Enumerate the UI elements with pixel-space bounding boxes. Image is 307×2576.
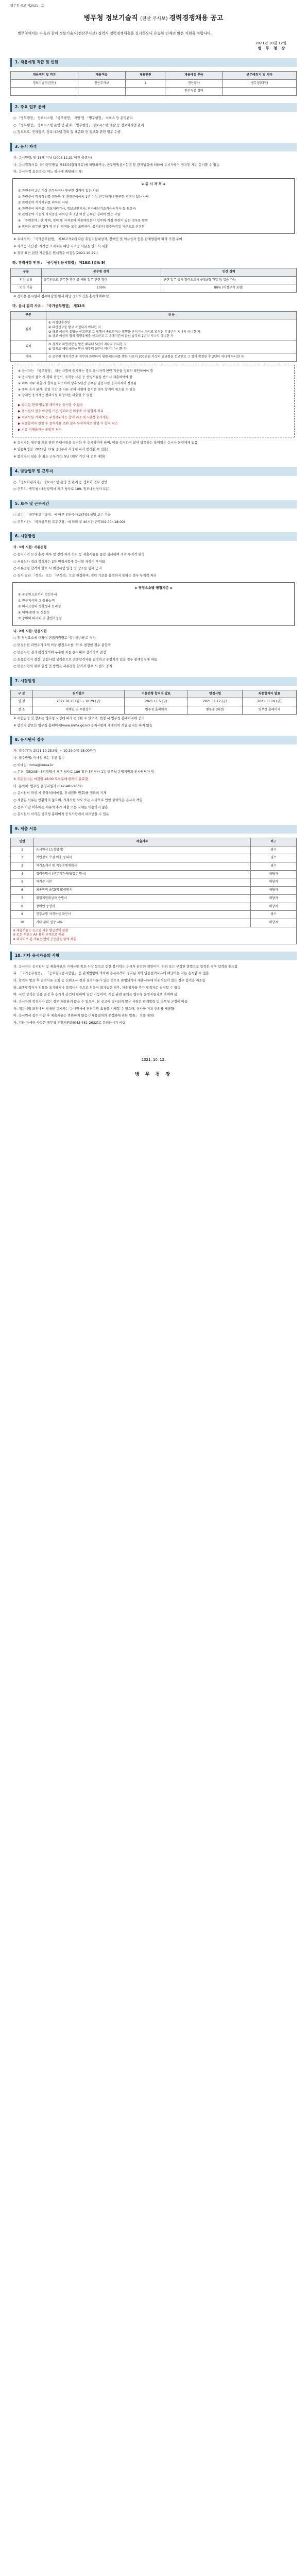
application-line: ○ 응시원서 서식은 병무청 홈페이지 공지사항에서 내려받을 수 있음	[13, 812, 109, 817]
notice-line: ※ 허위 서류 제출 시 합격을 취소하며 향후 5년간 공무원 임용시험 응시자격이 정지됨	[18, 381, 137, 385]
table-note-cell	[11, 927, 297, 944]
box-line: ※ 경력은 공무원 경력 및 민간 경력을 모두 포함하며, 응시원서 접수마감일 기준으로 산정함	[18, 225, 145, 229]
table-header: 채용예정 분야	[165, 71, 223, 79]
page	[0, 0, 307, 1099]
table-cell: 2021.11.12.(금)	[188, 698, 242, 706]
table-row	[11, 887, 297, 895]
exam-line: 나. 2차 시험: 면접시험	[13, 629, 47, 633]
table-header: 채용인원	[125, 71, 165, 79]
table-cell: 전산직렬 경력	[165, 88, 223, 96]
section-heading: 7. 시험일정	[10, 677, 297, 686]
table-cell: 공무원으로 근무한 경력 중 해당 업무 관련 경력	[41, 276, 161, 284]
box-line: ※ 「관련분야」란 학력, 경력 및 자격증이 채용예정분야 업무와 직접 관련이 있는 경우를 말함	[18, 218, 148, 223]
page-title	[10, 14, 297, 24]
section-heading: 4. 담당업무 및 근무지	[10, 467, 297, 476]
exam-line: ○ 면접시험의 세부 일정 및 방법은 서류전형 합격자 발표 시 별도 공지	[13, 665, 112, 669]
table-header: 면접시험	[188, 690, 242, 698]
table-row	[11, 88, 297, 96]
section-heading: 10. 기타 응시자유의 사항	[10, 952, 297, 960]
confirm-line: ※ 합격자의 임용 후 최소 근무기간: 5년 (해당 기간 내 전보 제한)	[13, 454, 106, 459]
table-row	[11, 878, 297, 887]
table-header: 원서접수	[32, 690, 124, 698]
table-cell: 취업지원대상자 증명서	[34, 894, 251, 903]
eligibility-note: ※ 우대자격: 「국가공무원법」 제36조의2에 따른 취업지원대상자, 장애인 및 의사상자 등은 관계법령에 따라 가점 부여	[13, 238, 182, 242]
table-cell: ⑦ 공무원 재직기간 중 직무와 관련하여 횡령·배임죄를 범한 자로서 300만원 이상의 벌금형을 선고받고 그 형이 확정된 후 2년이 지나지 아니한 자	[46, 353, 297, 362]
workplace-line: ○ 근무지: 병무청 (대전광역시 서구 청사로 189, 정부대전청사 1동)	[13, 487, 110, 492]
table-cell	[223, 88, 297, 96]
table-cell	[125, 88, 165, 96]
box-line: ① 관련분야 2년 이상 근무하거나 연구한 경력이 있는 사람	[18, 189, 99, 193]
career-table-title: 라. 경력사항 인정 : 「공무원임용시험령」 제16조 [별표 9]	[12, 261, 106, 265]
box-line: ④ 관련분야 자격증: 정보처리기사, 정보보안기사, 전자계산기조직응용기사 등 보유자	[18, 207, 136, 211]
table-row	[11, 903, 297, 911]
section-heading: 6. 시험방법	[10, 532, 297, 541]
table-cell: 해당자	[251, 870, 297, 878]
table-cell: 8	[11, 903, 34, 911]
table-header: 제출서류	[34, 838, 251, 846]
box-line: ② 관련분야 학사학위를 취득한 후 관련분야에서 1년 이상 근무하거나 연구한 경력이 있는 사람	[18, 195, 149, 199]
schedule-note: ※ 시험일정 및 장소는 병무청 사정에 따라 변경될 수 있으며, 변경 시 병무청 홈페이지에 공지	[13, 716, 145, 720]
table-header: 민간 경력	[161, 268, 297, 277]
table-row	[11, 319, 297, 341]
pay-line: ○ 근무시간: 「국가공무원 복무규정」에 따라 주 40시간 근무(09:00~18:00)	[13, 520, 125, 524]
table-header: 구분	[11, 311, 46, 319]
table-cell: 해당자	[251, 919, 297, 927]
documents-table	[10, 838, 297, 944]
duty-line: ○ 정보보호, 전자정부, 정보시스템 감리 및 표준화 등 정보화 관련 업무 수행	[13, 130, 121, 134]
table-cell: 필수	[251, 854, 297, 862]
exam-line: ○ 위 평정요소에 대하여 면접위원별로 '상','중','하'로 평정	[13, 636, 96, 640]
application-line: ※ 우편접수는 마감일 18:00 도착분에 한하여 유효함	[13, 777, 88, 781]
caution-line: 다. 합격자 발표 후 결격사유 조회 등 신원조사 결과 결격사유가 있는 것으로 판명되거나 제출서류에 허위사실이 있는 경우 합격을 취소함	[13, 978, 206, 982]
box-line: ⑤ 창의력·의지력 및 발전가능성	[18, 617, 62, 621]
table-cell: 일 정	[11, 698, 33, 706]
table-row	[11, 919, 297, 927]
table-cell: 개인정보 수집·이용 동의서	[34, 854, 251, 862]
box-line: ① 공무원으로서의 정신자세	[18, 593, 57, 597]
criteria-box	[12, 582, 295, 626]
table-row	[11, 911, 297, 919]
table-cell: 병무청 홈페이지	[124, 706, 187, 715]
notice-line: ※ 응시자는 「병무행정」 채용 시험에 응시하는 경우 응시자격 판단 기준을 정확히 확인하여야 함	[18, 369, 154, 374]
table-cell: 100%	[41, 284, 161, 293]
table-cell: 전산주사보	[78, 79, 126, 88]
table-cell: 이메일 및 우편접수	[32, 706, 124, 715]
table-row	[11, 341, 297, 353]
table-cell: 장애인 증명서	[34, 903, 251, 911]
notice-date: 2021년 10월 12일	[255, 41, 286, 45]
table-cell: 기타 경력 입증 서류	[34, 919, 251, 927]
exam-line: ○ 서류심사 결과 적격자는 2차 면접시험에 응시할 자격이 부여됨	[13, 560, 105, 564]
recruit-table	[10, 71, 297, 96]
table-cell: 해당자	[251, 894, 297, 903]
schedule-table	[10, 690, 297, 715]
eligibility-line: 다. 응시자격 요건(다음 어느 하나에 해당하는 자)	[13, 170, 83, 174]
warning-line: ▶ 서류 미제출자는 불합격 처리	[18, 428, 62, 432]
table-row	[11, 862, 297, 871]
table-cell: 장 소	[11, 706, 33, 715]
disqualification-table	[10, 311, 297, 362]
intro-text: 병무청에서는 다음과 같이 정보기술직(전산주사보) 경력직 경력경쟁채용을 실시하오니 유능한 인재의 많은 지원을 바랍니다.	[18, 31, 212, 36]
caution-line: 라. 최종합격자가 임용을 포기하거나 결격사유 등으로 임용이 불가능한 경우, 차순위자를 추가 합격자로 결정할 수 있음	[13, 986, 180, 990]
application-line: 가. 접수기간: 2021.10.25.(월) ~ 10.29.(금) 18:00까지	[13, 749, 96, 753]
table-row	[11, 284, 297, 293]
table-cell: 인정 비율	[11, 284, 42, 293]
table-header: 근무예정지 및 기타	[223, 71, 297, 79]
documents-note: ※ 모든 서류는 A4 용지 규격으로 제출	[13, 933, 64, 937]
table-cell: 4	[11, 870, 34, 878]
table-header: 채용직위 및 직류	[11, 71, 78, 79]
application-line: ○ 우편: (35208) 대전광역시 서구 청사로 189 정부대전청사 1동 병무청 운영지원과 인사담당자 앞	[13, 770, 155, 774]
table-cell: 전산분야	[165, 79, 223, 88]
application-line: ○ 응시원서 작성 시 연락처(이메일, 휴대전화 번호)를 정확히 기재	[13, 791, 107, 795]
section-heading: 9. 제출 서류	[10, 825, 297, 834]
table-header: 채용직급	[78, 71, 126, 79]
table-cell: 해당자	[251, 903, 297, 911]
table-cell: 6	[11, 887, 34, 895]
confirm-line: ※ 응시자는 병무청 채용 관련 안내사항을 숙지한 후 응시하여야 하며, 이를 숙지하지 않아 발생하는 불이익은 응시자 본인에게 있음	[13, 440, 198, 445]
caution-line: 사. 채용시험 과정에서 장애인 응시자는 응시원서에 편의지원 요청을 기재할 수 있으며, 심사를 거쳐 편의를 제공함	[13, 1007, 174, 1011]
table-cell: 9	[11, 911, 34, 919]
table-cell: 병무청 홈페이지	[242, 706, 296, 715]
caution-line: 마. 시험 성적은 임용 결정 후 응시자 본인에 한하여 열람 가능하며, 시험 관련 문의는 병무청 운영지원과로 하여야 함	[13, 993, 177, 997]
table-cell: 10	[11, 919, 34, 927]
table-row	[11, 276, 297, 284]
title-mid: (전산 주사보)	[140, 16, 169, 22]
documents-note: ※ 외국어로 된 서류는 번역 공증본을 함께 제출	[13, 937, 76, 941]
application-line: ○ 제출된 서류는 반환하지 않으며, 기재사항 착오 또는 누락으로 인한 불이익은 응시자 책임	[13, 799, 143, 803]
table-cell: 정보기술직(전산)	[11, 79, 78, 88]
workplace-line: ○ 「정보화관리과」 정보시스템 운영 및 관리 등 정보화 업무 전반	[13, 480, 108, 484]
box-line: ⑤ 관련분야 기능사 자격증을 취득한 후 2년 이상 근무한 경력이 있는 사람	[18, 213, 121, 217]
table-cell: 관련 업무 종사 경력으로서 4대보험 가입 등 입증 가능	[161, 276, 297, 284]
table-cell: 필수	[251, 911, 297, 919]
table-cell: 필수	[251, 846, 297, 854]
table-cell: 2021.10.25.(월) ~ 10.29.(금)	[32, 698, 124, 706]
table-cell: 1	[11, 846, 34, 854]
box-caption: ◈ 응 시 자 격 ◈	[141, 181, 166, 186]
exam-line: ○ 응시자격 요건 충족 여부 및 경력·자격·학력 등 제출서류를 종합 심사하여 적격·부적격 판정	[13, 552, 145, 556]
eligibility-line: 나. 응시결격사유: 국가공무원법 제33조(결격사유)에 해당하거나, 공무원임용시험령 등 관계법령에 의하여 응시자격이 정지된 자는 응시할 수 없음	[13, 163, 219, 167]
table-cell: 2021.11.19.(금)	[242, 698, 296, 706]
table-header: 구분	[11, 268, 42, 277]
notice-line: ※ 장애인 응시자는 편의지원 요청서를 제출할 수 있음	[18, 394, 93, 398]
table-cell: 건강보험 자격득실 확인서	[34, 911, 251, 919]
table-cell: 최종학력 졸업(학위)증명서	[34, 887, 251, 895]
table-cell: 병무청(대전)	[223, 79, 297, 88]
eligibility-box	[12, 178, 295, 234]
warning-line: ▶ 최종합격자 결정 후 결격사유 조회 결과 부적격자로 판명 시 합격 취소	[18, 421, 118, 426]
notice-line: ※ 중복 응시 불가: 동일 기간 중 다른 공채 시험에 응시한 경우 합격이 취소될 수 있음	[18, 387, 136, 392]
exam-line: ○ 면접위원 과반수가 2개 이상 평정요소를 '하'로 평정한 경우 불합격	[13, 643, 111, 648]
eligibility-note: ※ 경력 요건 판단 기준일은 원서접수 마감일(2021.10.29.)	[13, 251, 98, 256]
table-row	[11, 698, 297, 706]
confirm-line: ※ 임용예정일: 2021년 12월 중 (부서 사정에 따라 변경될 수 있음)	[13, 448, 109, 452]
table-cell: 해당자	[251, 878, 297, 887]
warning-line: ▶ 허위사실 기재 또는 부정행위자는 합격 취소 및 5년간 응시제한	[18, 416, 109, 420]
table-cell: 자격증 사본	[34, 878, 251, 887]
box-caption: ◈ 평정요소별 평정기준 ◈	[134, 585, 173, 590]
box-line: ③ 관련분야 석사학위를 취득한 사람	[18, 201, 69, 205]
notice-org: 병 무 청 장	[258, 46, 286, 50]
table-header: 공무원 경력	[41, 268, 161, 277]
table-row	[11, 706, 297, 715]
table-cell: ① 피성년후견인 ② 파산선고를 받고 복권되지 아니한 자 ③ 금고 이상의 실형을 선고받고 그 집행이 종료되거나 집행을 받지 아니하기로 확정된 후 5년이 지나지 아니한 자 ④ 금고 이상의 형의 집행유예를 선고받고 그 유예기간이 끝난 날부터 2년이 지나지 아니한 자	[46, 319, 297, 341]
documents-note: ※ 제출서류는 공고일 이후 발급분에 한함	[13, 928, 69, 933]
table-header: 서류전형 합격자 발표	[124, 690, 187, 698]
warning-line: ▶ 응시원서 접수 마감일 기준 경력요건 미충족 시 불합격 처리	[18, 410, 104, 414]
caution-line: 아. 응시원서 접수 마감 후 제출서류는 반환하지 않음 (「채용절차의 공정화에 관한 법률」 적용 제외)	[13, 1014, 155, 1018]
table-cell: 2021.11.5.(금)	[124, 698, 187, 706]
warning-line: ▶ 공고일 현재 병무청 재직자는 응시할 수 없음	[18, 403, 83, 408]
notice-line: ※ 응시원서 접수 시 경력 증명서, 자격증 사본 등 증빙서류를 반드시 제출하여야 함	[18, 375, 133, 379]
table-row	[11, 79, 297, 88]
caution-line: 가. 응시자는 응시원서 및 제출서류의 기재사항 착오·누락 등으로 인한 불이익은 응시자 본인의 책임이며, 허위 또는 부정한 방법으로 합격한 경우 합격을 취소함	[13, 964, 238, 969]
section-heading: 5. 보수 및 근무시간	[10, 500, 297, 509]
application-line: 나. 접수방법: 이메일 또는 우편 접수	[13, 756, 65, 760]
table-row	[11, 870, 297, 878]
duty-line: ○ 「병무행정」 정보시스템 운영 및 관리 「병무행정」 정보시스템 개발 등 정보화사업 관리	[13, 123, 144, 127]
pay-line: ○ 보수: 「공무원보수규정」에 따른 전산주사보(7급) 상당 보수 지급	[13, 513, 111, 517]
table-cell: 해당자	[251, 887, 297, 895]
duty-line: ○ 「병무행정」 정보시스템 「병무행정」 개발 및 「병무행정」 서비스 등 운영관리	[13, 116, 133, 120]
exam-line: ○ 서류전형 합격자 발표 시 면접시험 일정 및 장소를 함께 공지	[13, 567, 102, 571]
table-row	[11, 927, 297, 944]
box-line: ② 전문지식과 그 응용능력	[18, 599, 55, 603]
table-cell	[11, 88, 78, 96]
table-cell: 2	[11, 854, 34, 862]
eligibility-line: 가. 응시연령: 만 18세 이상 (2003.12.31 이전 출생자)	[13, 156, 92, 160]
career-table	[10, 268, 297, 293]
application-line: 다. 문의처: 병무청 운영지원과 (042-481-2632)	[13, 784, 83, 788]
table-header: 구 분	[11, 690, 33, 698]
exam-line: 가. 1차 시험: 서류전형	[13, 546, 47, 550]
table-header: 내 용	[46, 311, 297, 319]
table-row	[11, 854, 297, 862]
exam-line: ○ 면접시험 결과 평정성적이 우수한 자를 순서대로 합격자로 결정	[13, 650, 106, 654]
notice-box	[12, 365, 295, 437]
box-line: ④ 예의·품행 및 성실성	[18, 611, 50, 615]
eligibility-note: ※ 자격증 가산점: 자격증 소지자는 해당 자격증 사본을 반드시 제출	[13, 244, 108, 248]
section-heading: 2. 주요 업무 분야	[10, 103, 297, 112]
table-row	[11, 846, 297, 854]
section-heading: 8. 응시원서 접수	[10, 736, 297, 744]
caution-line: 자. 기타 자세한 사항은 병무청 운영지원과(042-481-2632)로 문의하시기 바람	[13, 1021, 126, 1025]
disqualification-table-title: 마. 응시 결격 사유 : 「국가공무원법」 제33조	[12, 303, 86, 308]
table-cell: 기타	[11, 353, 46, 362]
title-main: 병무청 정보기술직	[83, 14, 138, 22]
table-cell: 7	[11, 894, 34, 903]
notice-number: 병무청 공고 제2021 - 호	[10, 4, 44, 8]
exam-line: ○ 심사 결과 「적격」 또는 「부적격」으로 판정하며, 경력 기준을 충족하지 못하는 경우 부적격 처리	[13, 573, 157, 578]
caution-line: 나. 「국가공무원법」, 「공무원임용시험령」 등 관계법령에 의하여 응시자격이 정지된 자와 임용결격사유에 해당하는 자는 응시할 수 없음	[13, 972, 209, 976]
footer-date: 2021. 10. 12.	[141, 1057, 166, 1062]
table-cell: 자기소개서 및 직무수행계획서	[34, 862, 251, 871]
section-heading: 1. 채용예정 직급 및 인원	[10, 58, 297, 67]
section-heading: 3. 응시 자격	[10, 143, 297, 151]
table-row	[11, 894, 297, 903]
table-row	[11, 353, 297, 362]
table-cell: 퇴직	[11, 341, 46, 353]
caution-line: 바. 응시자의 적격자가 없는 경우 채용하지 않을 수 있으며, 본 공고에 명시되지 않은 사항은 관계법령 및 병무청 규정에 따름	[13, 1000, 188, 1004]
footer-org: 병 무 청 장	[134, 1072, 173, 1077]
table-cell: 1	[125, 79, 165, 88]
career-note: ※ 경력은 응시원서 접수마감일 현재 해당 경력요건을 충족하여야 함	[13, 295, 109, 299]
table-header: 비고	[251, 838, 297, 846]
table-cell: 필수	[251, 862, 297, 871]
table-cell: 80% (비정규직 포함)	[161, 284, 297, 293]
table-cell: 응시원서 (소정양식)	[34, 846, 251, 854]
table-cell: 인정 범위	[11, 276, 42, 284]
table-cell: 3	[11, 862, 34, 871]
box-line: ③ 의사표현의 정확성과 논리성	[18, 605, 61, 609]
table-cell: 5	[11, 878, 34, 887]
application-line: ○ 이메일: mma@korea.kr	[13, 763, 54, 767]
table-cell: 결격	[11, 319, 46, 341]
table-header: 최종합격자 발표	[242, 690, 296, 698]
table-cell: 경력증명서 (근무기간·담당업무 명시)	[34, 870, 251, 878]
schedule-note: ※ 합격자 발표는 병무청 홈페이지(www.mma.go.kr) 공지사항에 게재하며 개별 통지는 하지 않음	[13, 723, 152, 727]
application-line: ○ 접수 마감 이후에는 서류의 추가 제출 또는 교체를 허용하지 않음	[13, 805, 108, 809]
table-cell	[78, 88, 126, 96]
exam-line: ○ 최종합격자 결정: 면접시험 성적순으로 최종합격자를 결정하고 동점자가 있을 경우 관계법령에 따름	[13, 657, 158, 662]
table-cell: ⑤ 징계로 파면처분을 받은 때부터 5년이 지나지 아니한 자 ⑥ 징계로 해임처분을 받은 때부터 3년이 지나지 아니한 자	[46, 341, 297, 353]
title-end: 경력경쟁채용 공고	[169, 14, 224, 22]
table-cell: 병무청 (대전)	[188, 706, 242, 715]
table-header: 연번	[11, 838, 34, 846]
